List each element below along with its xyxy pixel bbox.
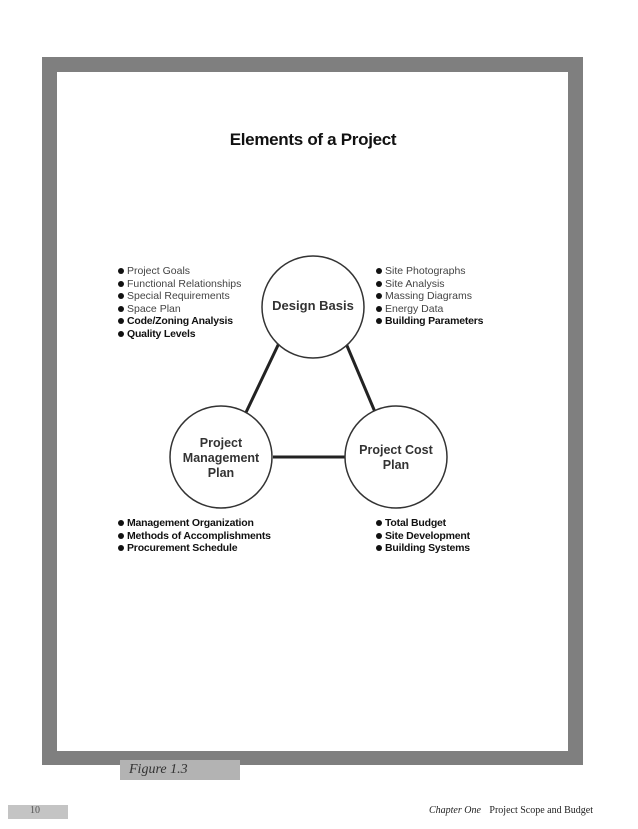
label-project-cost-plan: Project Cost Plan [359, 443, 433, 472]
list-item: Methods of Accomplishments [118, 530, 271, 543]
running-footer [429, 805, 593, 816]
cost-plan-list [376, 517, 470, 555]
list-item: Project Goals [118, 265, 241, 278]
list-item: Site Photographs [376, 265, 483, 278]
footer-section: Project Scope and Budget [489, 805, 593, 816]
list-item: Building Parameters [376, 315, 483, 328]
label-design-basis: Design Basis [272, 298, 354, 313]
list-item: Procurement Schedule [118, 542, 271, 555]
list-item: Quality Levels [118, 328, 241, 341]
page-number: 10 [30, 805, 40, 816]
list-item: Management Organization [118, 517, 271, 530]
list-item: Code/Zoning Analysis [118, 315, 241, 328]
list-item: Special Requirements [118, 290, 241, 303]
figure-caption: Figure 1.3 [129, 762, 188, 777]
list-item: Building Systems [376, 542, 470, 555]
figure-title: Elements of a Project [229, 130, 397, 149]
label-project-management-plan: Project Management Plan [182, 436, 260, 480]
list-item: Functional Relationships [118, 278, 241, 291]
page-number-box [8, 805, 68, 819]
list-item: Site Analysis [376, 278, 483, 291]
edge-design-to-cost [345, 341, 375, 412]
list-item: Massing Diagrams [376, 290, 483, 303]
design-basis-right-list [376, 265, 483, 328]
list-item: Energy Data [376, 303, 483, 316]
figure-caption-box [120, 760, 240, 780]
list-item: Site Development [376, 530, 470, 543]
list-item: Space Plan [118, 303, 241, 316]
design-basis-left-list [118, 265, 241, 341]
list-item: Total Budget [376, 517, 470, 530]
footer-chapter: Chapter One [428, 805, 481, 816]
management-plan-list [118, 517, 271, 555]
